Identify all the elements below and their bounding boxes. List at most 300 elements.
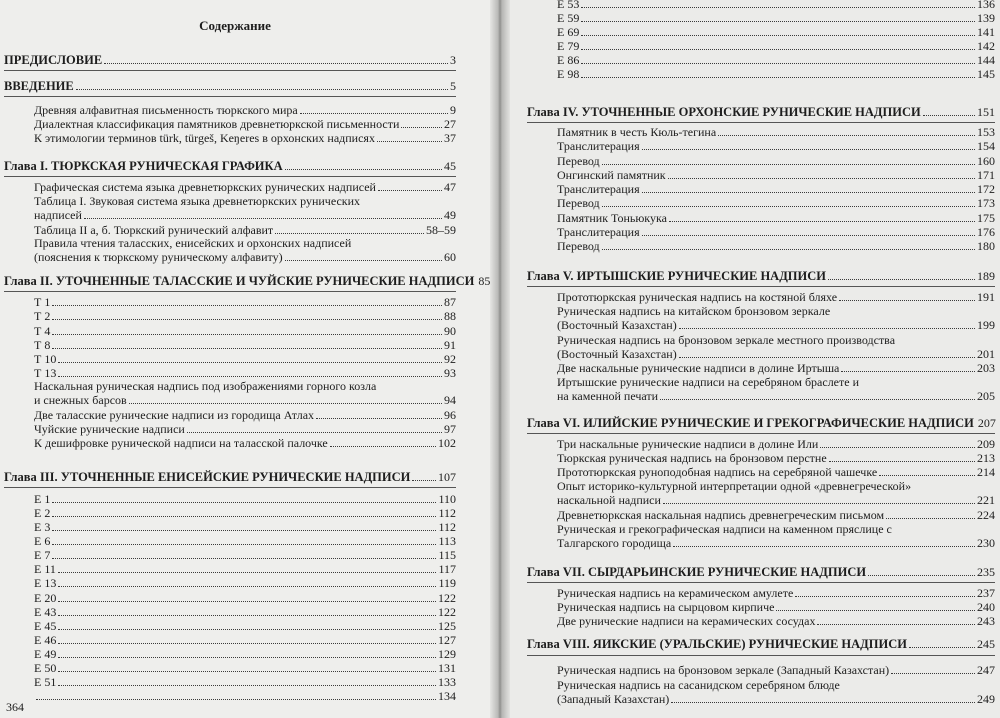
dot-leader bbox=[668, 178, 975, 179]
entry-page-number: 58–59 bbox=[426, 223, 456, 237]
entry-page-number: 189 bbox=[977, 269, 995, 283]
entry-title: Руническая надпись на бронзовом зеркале (Западный Казахстан) bbox=[557, 663, 890, 677]
dot-leader bbox=[602, 249, 975, 250]
entry-page-number: 230 bbox=[977, 536, 995, 550]
dot-leader bbox=[377, 141, 442, 142]
dot-leader bbox=[891, 673, 975, 674]
entry-page-number: 243 bbox=[977, 614, 995, 628]
entry-page-number: 93 bbox=[444, 366, 456, 380]
entry-title: Памятник Тоньюкука bbox=[557, 211, 667, 225]
entry-page-number: 9 bbox=[450, 103, 456, 117]
entry-page-number: 214 bbox=[977, 465, 995, 479]
chapter-heading-right-6 bbox=[527, 106, 995, 119]
dot-leader bbox=[828, 279, 975, 280]
dot-leader bbox=[642, 149, 975, 150]
entry-title: Перевод bbox=[557, 154, 600, 168]
entry-title: надписей bbox=[34, 208, 82, 222]
dot-leader bbox=[909, 647, 975, 648]
toc-entry-left-23 bbox=[34, 437, 456, 450]
entry-title: Таблица II а, б. Тюркский рунический алфавит bbox=[34, 223, 274, 237]
entry-title: Наскальная руническая надпись под изображениями горного козла bbox=[34, 379, 377, 393]
toc-entry-right-37 bbox=[557, 615, 995, 628]
toc-entry-left-35 bbox=[34, 634, 456, 647]
entry-title: К этимологии терминов türk, türgeš, Keŋeres в орхонских надписях bbox=[34, 131, 375, 145]
toc-entry-right-10 bbox=[557, 169, 995, 182]
dot-leader bbox=[58, 601, 436, 602]
entry-title: Е 53 bbox=[557, 0, 580, 11]
entry-page-number: 173 bbox=[977, 196, 995, 210]
entry-page-number: 97 bbox=[444, 422, 456, 436]
dot-leader bbox=[52, 516, 436, 517]
toc-entry-left-39 bbox=[34, 690, 456, 703]
dot-leader bbox=[58, 376, 442, 377]
entry-page-number: 92 bbox=[444, 352, 456, 366]
chapter-heading-left-5 bbox=[4, 160, 456, 173]
chapter-heading-right-16 bbox=[527, 270, 995, 283]
toc-entry-left-13 bbox=[34, 296, 456, 309]
dot-leader bbox=[923, 115, 975, 116]
toc-entry-left-19 bbox=[34, 380, 456, 393]
entry-title: Е 13 bbox=[34, 576, 57, 590]
entry-page-number: 176 bbox=[977, 225, 995, 239]
entry-page-number: 240 bbox=[977, 600, 995, 614]
section-rule bbox=[527, 582, 995, 583]
entry-page-number: 115 bbox=[438, 548, 456, 562]
toc-entry-right-18 bbox=[557, 305, 995, 318]
entry-page-number: 5 bbox=[450, 79, 456, 93]
dot-leader bbox=[679, 328, 975, 329]
entry-page-number: 144 bbox=[977, 53, 995, 67]
dot-leader bbox=[776, 610, 975, 611]
entry-page-number: 237 bbox=[977, 586, 995, 600]
chapter-heading-left-1 bbox=[4, 80, 456, 93]
entry-page-number: 201 bbox=[977, 347, 995, 361]
section-rule bbox=[4, 291, 456, 292]
dot-leader bbox=[820, 447, 975, 448]
chapter-heading-left-0 bbox=[4, 54, 456, 67]
entry-page-number: 180 bbox=[977, 239, 995, 253]
entry-title: Иртышские рунические надписи на серебряном браслете и bbox=[557, 375, 860, 389]
entry-title: Руническая надпись на бронзовом зеркале местного производства bbox=[557, 333, 896, 347]
book-gutter bbox=[490, 0, 510, 718]
entry-page-number: 175 bbox=[977, 211, 995, 225]
toc-entry-right-15 bbox=[557, 240, 995, 253]
entry-page-number: 172 bbox=[977, 182, 995, 196]
entry-title: Глава IV. УТОЧНЕННЫЕ ОРХОНСКИЕ РУНИЧЕСКИЕ НАДПИСИ bbox=[527, 105, 921, 119]
entry-page-number: 151 bbox=[977, 105, 995, 119]
toc-entry-left-34 bbox=[34, 620, 456, 633]
dot-leader bbox=[817, 624, 975, 625]
toc-entry-left-30 bbox=[34, 563, 456, 576]
entry-title: Три наскальные рунические надписи в долине Или bbox=[557, 437, 819, 451]
entry-page-number: 207 bbox=[977, 416, 996, 430]
dot-leader bbox=[581, 77, 975, 78]
entry-title: Памятник в честь Кюль-тегина bbox=[557, 125, 717, 139]
entry-title: Е 20 bbox=[34, 591, 57, 605]
entry-title: Е 2 bbox=[34, 506, 51, 520]
toc-entry-left-27 bbox=[34, 521, 456, 534]
dot-leader bbox=[581, 63, 975, 64]
dot-leader bbox=[868, 575, 975, 576]
section-rule bbox=[527, 433, 995, 434]
entry-title: Т 4 bbox=[34, 324, 51, 338]
entry-title: Е 45 bbox=[34, 619, 57, 633]
toc-entry-left-28 bbox=[34, 535, 456, 548]
dot-leader bbox=[58, 657, 436, 658]
dot-leader bbox=[412, 480, 436, 481]
entry-title: Древнетюркская наскальная надпись древнегреческим письмом bbox=[557, 508, 885, 522]
section-rule bbox=[4, 176, 456, 177]
toc-entry-right-33 bbox=[557, 537, 995, 550]
entry-title: наскальной надписи bbox=[557, 493, 661, 507]
dot-leader bbox=[52, 544, 436, 545]
right-toc-list bbox=[503, 0, 1000, 718]
entry-title: Е 11 bbox=[34, 562, 56, 576]
dot-leader bbox=[52, 319, 442, 320]
entry-page-number: 141 bbox=[977, 25, 995, 39]
dot-leader bbox=[602, 164, 975, 165]
entry-page-number: 37 bbox=[444, 131, 456, 145]
toc-entry-right-26 bbox=[557, 438, 995, 451]
toc-entry-right-4 bbox=[557, 54, 995, 67]
dot-leader bbox=[285, 260, 442, 261]
entry-page-number: 125 bbox=[438, 619, 456, 633]
dot-leader bbox=[58, 629, 436, 630]
toc-entry-right-41 bbox=[557, 693, 995, 706]
entry-page-number: 209 bbox=[977, 437, 995, 451]
entry-title: (Восточный Казахстан) bbox=[557, 347, 677, 361]
dot-leader bbox=[795, 596, 975, 597]
dot-leader bbox=[602, 206, 975, 207]
toc-entry-right-9 bbox=[557, 155, 995, 168]
entry-page-number: 221 bbox=[977, 493, 995, 507]
dot-leader bbox=[718, 135, 975, 136]
entry-title: Транслитерация bbox=[557, 139, 640, 153]
entry-title: Руническая и грекографическая надписи на каменном пряслице с bbox=[557, 522, 892, 536]
dot-leader bbox=[829, 461, 975, 462]
entry-page-number: 113 bbox=[438, 534, 456, 548]
dot-leader bbox=[76, 89, 448, 90]
toc-entry-right-13 bbox=[557, 212, 995, 225]
toc-entry-left-15 bbox=[34, 325, 456, 338]
entry-title: Онгинский памятник bbox=[557, 168, 666, 182]
entry-title: Е 6 bbox=[34, 534, 51, 548]
entry-title: Е 50 bbox=[34, 661, 57, 675]
entry-title: Перевод bbox=[557, 196, 600, 210]
entry-title: Е 3 bbox=[34, 520, 51, 534]
toc-entry-right-2 bbox=[557, 26, 995, 39]
toc-entry-right-28 bbox=[557, 466, 995, 479]
entry-title: Т 13 bbox=[34, 366, 57, 380]
toc-entry-left-8 bbox=[34, 209, 456, 222]
entry-title: Е 51 bbox=[34, 675, 57, 689]
entry-title: Прототюркская руноподобная надпись на серебряной чашечке bbox=[557, 465, 878, 479]
dot-leader bbox=[879, 475, 975, 476]
dot-leader bbox=[52, 558, 436, 559]
entry-title: Древняя алфавитная письменность тюркского мира bbox=[34, 103, 298, 117]
right-page bbox=[503, 0, 1000, 718]
entry-title: Е 69 bbox=[557, 25, 580, 39]
entry-title: Руническая надпись на сасанидском серебряном блюде bbox=[557, 678, 840, 692]
dot-leader bbox=[316, 418, 442, 419]
toc-entry-left-6 bbox=[34, 181, 456, 194]
toc-entry-right-21 bbox=[557, 348, 995, 361]
section-rule bbox=[527, 286, 995, 287]
entry-title: Руническая надпись на сырцовом кирпиче bbox=[557, 600, 775, 614]
entry-title: и снежных барсов bbox=[34, 393, 127, 407]
dot-leader bbox=[581, 49, 975, 50]
entry-page-number: 203 bbox=[977, 361, 995, 375]
entry-title: Е 59 bbox=[557, 11, 580, 25]
toc-entry-right-30 bbox=[557, 494, 995, 507]
toc-entry-right-31 bbox=[557, 509, 995, 522]
chapter-heading-left-12 bbox=[4, 274, 491, 288]
entry-title: Транслитерация bbox=[557, 225, 640, 239]
toc-entry-right-12 bbox=[557, 197, 995, 210]
section-rule bbox=[527, 122, 995, 123]
entry-title: Глава I. ТЮРКСКАЯ РУНИЧЕСКАЯ ГРАФИКА bbox=[4, 159, 283, 173]
entry-title: Т 2 bbox=[34, 309, 51, 323]
entry-page-number: 142 bbox=[977, 39, 995, 53]
toc-entry-left-25 bbox=[34, 493, 456, 506]
contents-heading: Содержание bbox=[199, 18, 271, 33]
toc-entry-left-4 bbox=[34, 132, 456, 145]
entry-title: Е 49 bbox=[34, 647, 57, 661]
dot-leader bbox=[679, 357, 975, 358]
dot-leader bbox=[58, 685, 436, 686]
entry-title: Перевод bbox=[557, 239, 600, 253]
entry-page-number: 127 bbox=[438, 633, 456, 647]
entry-title: (Восточный Казахстан) bbox=[557, 318, 677, 332]
toc-entry-right-23 bbox=[557, 376, 995, 389]
entry-page-number: 154 bbox=[977, 139, 995, 153]
entry-title: Т 10 bbox=[34, 352, 57, 366]
dot-leader bbox=[58, 362, 442, 363]
entry-page-number: 235 bbox=[977, 565, 995, 579]
entry-page-number: 60 bbox=[444, 250, 456, 264]
toc-entry-right-39 bbox=[557, 664, 995, 677]
entry-title: Прототюркская руническая надпись на костяной бляхе bbox=[557, 290, 838, 304]
entry-page-number: 91 bbox=[444, 338, 456, 352]
toc-entry-right-22 bbox=[557, 362, 995, 375]
dot-leader bbox=[187, 432, 442, 433]
entry-title: Руническая надпись на керамическом амулете bbox=[557, 586, 794, 600]
entry-title: Графическая система языка древнетюркских рунических надписей bbox=[34, 180, 376, 194]
dot-leader bbox=[642, 235, 975, 236]
toc-entry-left-36 bbox=[34, 648, 456, 661]
toc-entry-left-33 bbox=[34, 606, 456, 619]
entry-title: Глава II. УТОЧНЕННЫЕ ТАЛАССКИЕ И ЧУЙСКИЕ РУНИЧЕСКИЕ НАДПИСИ bbox=[4, 274, 475, 288]
entry-page-number: 145 bbox=[977, 67, 995, 81]
dot-leader bbox=[58, 586, 436, 587]
entry-page-number: 249 bbox=[977, 692, 995, 706]
dot-leader bbox=[378, 190, 442, 191]
entry-page-number: 107 bbox=[438, 470, 456, 484]
toc-entry-left-31 bbox=[34, 577, 456, 590]
dot-leader bbox=[52, 305, 442, 306]
chapter-heading-right-25 bbox=[527, 417, 995, 430]
toc-entry-right-5 bbox=[557, 68, 995, 81]
entry-page-number: 133 bbox=[438, 675, 456, 689]
entry-title: Глава VI. ИЛИЙСКИЕ РУНИЧЕСКИЕ И ГРЕКОГРАФИЧЕСКИЕ НАДПИСИ bbox=[527, 416, 974, 430]
entry-page-number: 27 bbox=[444, 117, 456, 131]
toc-entry-left-17 bbox=[34, 353, 456, 366]
toc-entry-right-7 bbox=[557, 126, 995, 139]
chapter-heading-left-24 bbox=[4, 471, 456, 484]
entry-page-number: 213 bbox=[977, 451, 995, 465]
entry-title: Т 1 bbox=[34, 295, 51, 309]
entry-title: Т 8 bbox=[34, 338, 51, 352]
entry-title: Глава VIII. ЯИКСКИЕ (УРАЛЬСКИЕ) РУНИЧЕСКИЕ НАДПИСИ bbox=[527, 637, 907, 651]
entry-title: (Западный Казахстан) bbox=[557, 692, 670, 706]
toc-entry-left-32 bbox=[34, 592, 456, 605]
entry-page-number: 245 bbox=[977, 637, 995, 651]
entry-page-number: 112 bbox=[438, 520, 456, 534]
entry-title: Опыт историко-культурной интерпретации одной «древнегреческой» bbox=[557, 479, 912, 493]
dot-leader bbox=[52, 348, 442, 349]
dot-leader bbox=[671, 702, 975, 703]
toc-entry-left-2 bbox=[34, 104, 456, 117]
entry-page-number: 131 bbox=[438, 661, 456, 675]
toc-entry-right-1 bbox=[557, 12, 995, 25]
toc-entry-left-26 bbox=[34, 507, 456, 520]
entry-title: Чуйские рунические надписи bbox=[34, 422, 185, 436]
dot-leader bbox=[84, 218, 442, 219]
entry-title: Е 86 bbox=[557, 53, 580, 67]
dot-leader bbox=[660, 399, 975, 400]
entry-title: Е 7 bbox=[34, 548, 51, 562]
entry-page-number: 247 bbox=[977, 663, 995, 677]
toc-entry-right-36 bbox=[557, 601, 995, 614]
entry-page-number: 94 bbox=[444, 393, 456, 407]
dot-leader bbox=[673, 546, 975, 547]
dot-leader bbox=[642, 192, 975, 193]
entry-page-number: 90 bbox=[444, 324, 456, 338]
dot-leader bbox=[275, 233, 424, 234]
toc-entry-left-20 bbox=[34, 394, 456, 407]
entry-title: К дешифровке рунической надписи на таласской палочке bbox=[34, 436, 328, 450]
entry-page-number: 47 bbox=[444, 180, 456, 194]
dot-leader bbox=[581, 35, 975, 36]
entry-page-number: 117 bbox=[438, 562, 456, 576]
chapter-heading-right-34 bbox=[527, 566, 995, 579]
dot-leader bbox=[58, 615, 436, 616]
entry-title: Глава V. ИРТЫШСКИЕ РУНИЧЕСКИЕ НАДПИСИ bbox=[527, 269, 826, 283]
toc-entry-right-32 bbox=[557, 523, 995, 536]
toc-entry-left-38 bbox=[34, 676, 456, 689]
toc-entry-right-8 bbox=[557, 140, 995, 153]
toc-entry-left-14 bbox=[34, 310, 456, 323]
toc-entry-left-7 bbox=[34, 195, 456, 208]
toc-entry-left-29 bbox=[34, 549, 456, 562]
entry-page-number: 122 bbox=[438, 591, 456, 605]
toc-entry-right-40 bbox=[557, 679, 995, 692]
entry-page-number: 199 bbox=[977, 318, 995, 332]
toc-entry-right-19 bbox=[557, 319, 995, 332]
entry-title: Две наскальные рунические надписи в долине Иртыша bbox=[557, 361, 840, 375]
dot-leader bbox=[841, 371, 975, 372]
dot-leader bbox=[58, 671, 436, 672]
toc-entry-left-11 bbox=[34, 251, 456, 264]
section-rule bbox=[527, 655, 995, 656]
entry-page-number: 96 bbox=[444, 408, 456, 422]
toc-entry-right-27 bbox=[557, 452, 995, 465]
entry-page-number: 88 bbox=[444, 309, 456, 323]
entry-title: Диалектная классификация памятников древнетюркской письменности bbox=[34, 117, 400, 131]
entry-title: Транслитерация bbox=[557, 182, 640, 196]
dot-leader bbox=[285, 169, 442, 170]
dot-leader bbox=[401, 127, 442, 128]
entry-page-number: 134 bbox=[438, 689, 456, 703]
toc-entry-left-10 bbox=[34, 237, 456, 250]
entry-title: Е 98 bbox=[557, 67, 580, 81]
entry-page-number: 3 bbox=[450, 53, 456, 67]
entry-page-number: 49 bbox=[444, 208, 456, 222]
entry-page-number: 87 bbox=[444, 295, 456, 309]
dot-leader bbox=[52, 334, 442, 335]
entry-title: Е 79 bbox=[557, 39, 580, 53]
dot-leader bbox=[129, 403, 442, 404]
entry-page-number: 112 bbox=[438, 506, 456, 520]
dot-leader bbox=[886, 518, 975, 519]
dot-leader bbox=[663, 503, 975, 504]
entry-page-number: 102 bbox=[438, 436, 456, 450]
entry-title: ВВЕДЕНИЕ bbox=[4, 79, 74, 93]
dot-leader bbox=[58, 643, 436, 644]
entry-page-number: 136 bbox=[977, 0, 995, 11]
entry-title: Глава VII. СЫРДАРЬИНСКИЕ РУНИЧЕСКИЕ НАДПИСИ bbox=[527, 565, 867, 579]
entry-title: ПРЕДИСЛОВИЕ bbox=[4, 53, 103, 67]
entry-title: Руническая надпись на китайском бронзовом зеркале bbox=[557, 304, 831, 318]
dot-leader bbox=[669, 221, 975, 222]
toc-entry-left-37 bbox=[34, 662, 456, 675]
entry-page-number: 45 bbox=[444, 159, 456, 173]
section-rule bbox=[4, 70, 456, 71]
entry-title: Тюркская руническая надпись на бронзовом перстне bbox=[557, 451, 827, 465]
entry-title: Две рунические надписи на керамических сосудах bbox=[557, 614, 816, 628]
entry-page-number: 191 bbox=[977, 290, 995, 304]
toc-entry-right-14 bbox=[557, 226, 995, 239]
toc-entry-left-16 bbox=[34, 339, 456, 352]
dot-leader bbox=[581, 21, 975, 22]
entry-title: Е 46 bbox=[34, 633, 57, 647]
section-rule bbox=[4, 96, 456, 97]
dot-leader bbox=[839, 300, 975, 301]
dot-leader bbox=[52, 502, 436, 503]
entry-page-number: 119 bbox=[438, 576, 456, 590]
entry-title: Глава III. УТОЧНЕННЫЕ ЕНИСЕЙСКИЕ РУНИЧЕСКИЕ НАДПИСИ bbox=[4, 470, 411, 484]
entry-title: Правила чтения таласских, енисейских и орхонских надписей bbox=[34, 236, 352, 250]
entry-page-number: 122 bbox=[438, 605, 456, 619]
entry-page-number: 224 bbox=[977, 508, 995, 522]
dot-leader bbox=[300, 113, 448, 114]
dot-leader bbox=[330, 446, 436, 447]
entry-page-number: 139 bbox=[977, 11, 995, 25]
toc-entry-right-3 bbox=[557, 40, 995, 53]
toc-entry-right-29 bbox=[557, 480, 995, 493]
toc-entry-left-21 bbox=[34, 409, 456, 422]
toc-entry-left-22 bbox=[34, 423, 456, 436]
dot-leader bbox=[58, 572, 437, 573]
toc-entry-right-35 bbox=[557, 587, 995, 600]
entry-title: Е 43 bbox=[34, 605, 57, 619]
entry-page-number: 160 bbox=[977, 154, 995, 168]
dot-leader bbox=[104, 63, 448, 64]
toc-entry-left-3 bbox=[34, 118, 456, 131]
dot-leader bbox=[36, 699, 436, 700]
entry-title: Таблица I. Звуковая система языка древнетюркских рунических bbox=[34, 194, 361, 208]
entry-title: Талгарского городища bbox=[557, 536, 672, 550]
